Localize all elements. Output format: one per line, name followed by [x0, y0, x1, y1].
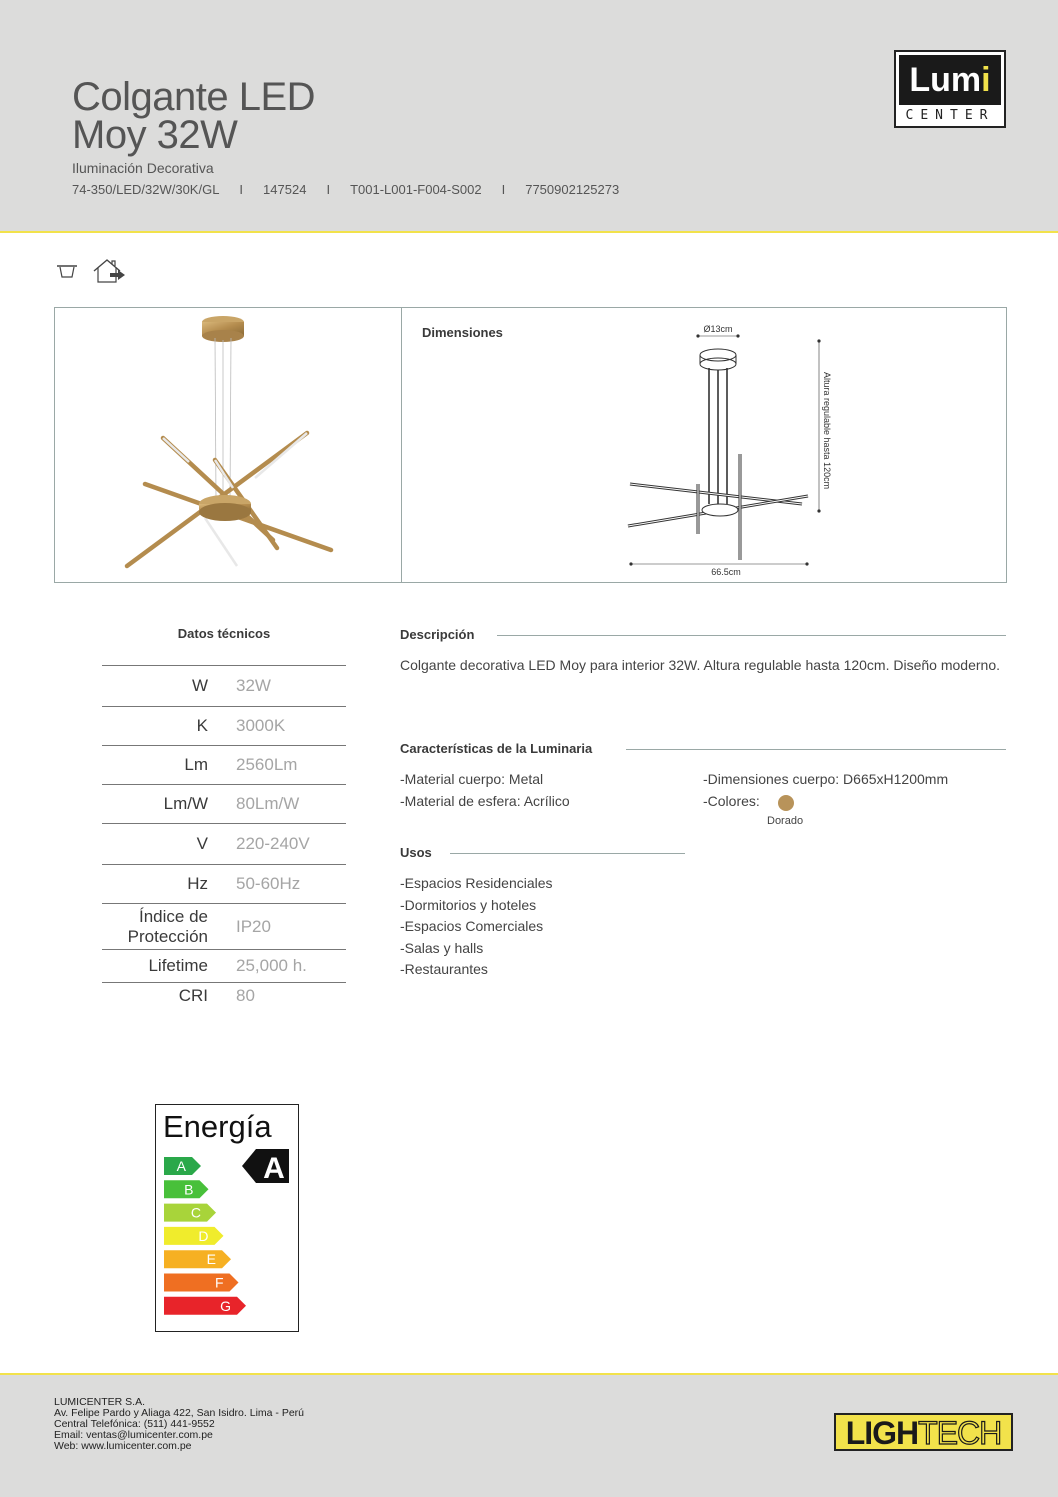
color-swatch-label: Dorado: [767, 815, 804, 827]
uses-list: [400, 873, 553, 981]
features-right-list: [703, 768, 948, 812]
code-separator: I: [326, 182, 331, 197]
tech-value: 25,000 h.: [236, 956, 307, 975]
footer-phone: Central Telefónica: (511) 441-9552: [54, 1418, 215, 1430]
product-code-model: 74-350/LED/32W/30K/GL: [72, 182, 220, 197]
tech-key: Lm/W: [163, 794, 208, 813]
description-text: Colgante decorativa LED Moy para interior 32W. Altura regulable hasta 120cm. Diseño moderno.: [400, 657, 1000, 673]
indoor-house-icon: [92, 258, 128, 284]
tech-row-voltage: [102, 823, 346, 864]
energy-class-label: F: [214, 1274, 224, 1291]
energy-class-label: D: [198, 1227, 209, 1244]
tech-value: 220-240V: [236, 834, 310, 853]
footer-company: LUMICENTER S.A.: [54, 1396, 146, 1408]
features-rule: [626, 749, 1006, 750]
color-swatch-dorado: [778, 795, 794, 811]
tech-key: K: [196, 716, 208, 735]
use-item: -Dormitorios y hoteles: [400, 896, 537, 913]
energy-class-label: G: [220, 1297, 231, 1314]
use-item: -Espacios Comerciales: [400, 918, 544, 934]
tech-key: CRI: [178, 985, 208, 1005]
uses-rule: [450, 853, 685, 854]
description-title: Descripción: [400, 627, 475, 642]
title-line-2: Moy 32W: [72, 113, 238, 157]
logo-wordmark-suffix: i: [981, 61, 991, 99]
tech-row-efficacy: [102, 784, 346, 823]
product-code-sku: 147524: [263, 182, 307, 197]
tech-value: 80: [236, 985, 255, 1005]
tech-row-lumens: [102, 745, 346, 784]
energy-class-bar-d: [164, 1227, 224, 1245]
feature-item: -Material cuerpo: Metal: [400, 771, 544, 787]
page-subtitle: Iluminación Decorativa: [72, 160, 214, 176]
use-item: -Restaurantes: [400, 961, 488, 977]
ceiling-mount-icon: [56, 263, 78, 279]
code-separator: I: [239, 182, 244, 197]
energy-class-bar-e: [164, 1250, 231, 1268]
energy-rating-letter: A: [263, 1152, 285, 1185]
energy-class-label: E: [206, 1251, 216, 1268]
energy-class-bar-g: [164, 1297, 246, 1315]
title-line-1: Colgante LED: [72, 75, 316, 119]
tech-value: 80Lm/W: [236, 794, 300, 813]
tech-value: IP20: [236, 916, 271, 936]
tech-key: Lifetime: [148, 956, 208, 975]
footer-web: Web: www.lumicenter.com.pe: [54, 1440, 192, 1452]
lightech-suffix: TECH: [918, 1415, 1002, 1451]
uses-title: Usos: [400, 845, 432, 860]
energy-scale: [156, 1105, 298, 1331]
logo-subtext: CENTER: [905, 108, 995, 123]
features-left-list: [400, 768, 570, 812]
tech-value: 2560Lm: [236, 755, 298, 774]
height-label: Altura regulable hasta 120cm: [822, 372, 832, 490]
tech-key: Lm: [184, 755, 208, 774]
product-codes: [72, 182, 619, 197]
tech-key: Índice de Protección: [127, 906, 208, 946]
page-title: [72, 75, 316, 157]
lightech-prefix: LIGH: [845, 1415, 919, 1451]
energy-class-bar-f: [164, 1274, 239, 1292]
width-label: 66.5cm: [711, 567, 741, 577]
footer-email: Email: ventas@lumicenter.com.pe: [54, 1429, 213, 1441]
logo-wordmark-prefix: Lum: [909, 61, 982, 99]
header: [0, 0, 1058, 233]
footer-contact: [54, 1397, 304, 1452]
dimensions-title: Dimensiones: [422, 325, 503, 340]
tech-row-cri: [102, 982, 346, 1008]
footer: [0, 1373, 1058, 1497]
code-separator: I: [501, 182, 506, 197]
footer-address: Av. Felipe Pardo y Aliaga 422, San Isidro. Lima - Perú: [54, 1407, 304, 1419]
tech-key: W: [191, 676, 208, 695]
energy-label: [155, 1104, 299, 1332]
lightech-logo: [834, 1413, 1013, 1451]
tech-row-kelvin: [102, 706, 346, 745]
tech-value: 3000K: [236, 716, 286, 735]
energy-class-label: B: [184, 1181, 194, 1198]
product-panel: [54, 307, 1007, 583]
tech-row-watts: [102, 665, 346, 706]
tech-data-table: [102, 665, 346, 1008]
features-title: Características de la Luminaria: [400, 741, 593, 756]
tech-key: V: [196, 834, 208, 853]
description-rule: [497, 635, 1006, 636]
feature-item: -Material de esfera: Acrílico: [400, 793, 570, 809]
diameter-label: Ø13cm: [703, 324, 733, 334]
energy-class-label: C: [190, 1204, 201, 1221]
tech-key: Hz: [187, 874, 208, 893]
tech-row-lifetime: [102, 949, 346, 982]
energy-class-label: A: [176, 1158, 186, 1174]
use-item: -Salas y halls: [400, 939, 484, 956]
product-code-category: T001-L001-F004-S002: [350, 182, 482, 197]
logo-wordmark: [899, 55, 1001, 105]
feature-item: -Dimensiones cuerpo: D665xH1200mm: [703, 771, 949, 787]
lumicenter-logo: [894, 50, 1006, 128]
tech-row-frequency: [102, 864, 346, 903]
use-item: -Espacios Residenciales: [400, 875, 553, 891]
lightech-wordmark: [836, 1415, 1011, 1449]
tech-data-title: Datos técnicos: [177, 626, 271, 641]
tech-value: 32W: [236, 676, 271, 695]
product-photo: [55, 308, 401, 582]
tech-row-protection: [102, 903, 346, 949]
feature-icons: [56, 258, 128, 284]
dimension-drawing: [402, 308, 1006, 582]
energy-title: Energía: [163, 1109, 272, 1144]
feature-item: -Colores:: [703, 793, 760, 809]
tech-value: 50-60Hz: [236, 874, 301, 893]
product-code-ean: 7750902125273: [525, 182, 620, 197]
